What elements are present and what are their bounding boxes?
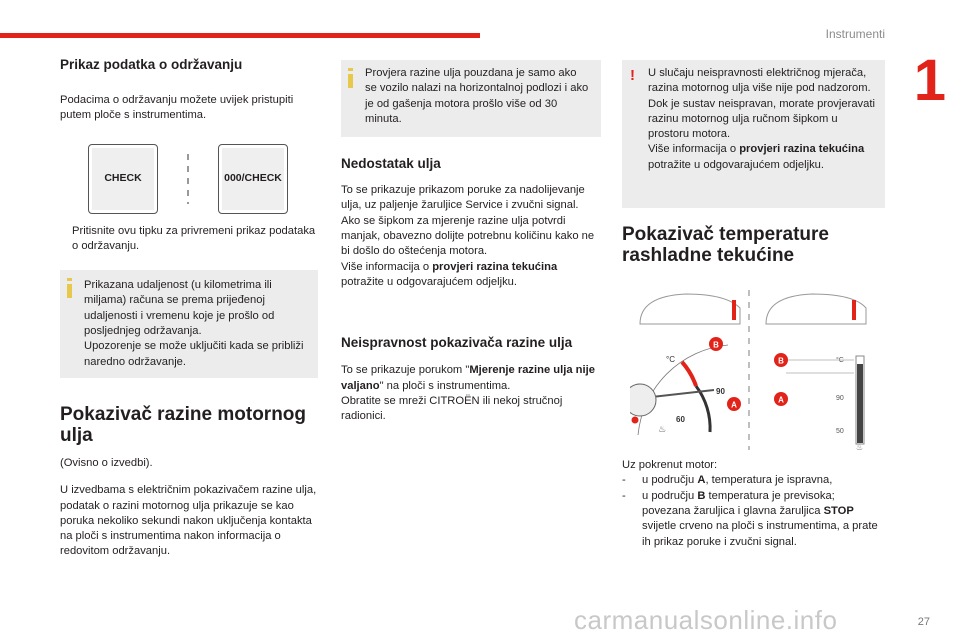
coolant-zone-list [622, 473, 885, 549]
press-button-text: Pritisnite ovu tipku za privremeni prikaz podataka o održavanju. [72, 224, 316, 252]
dial-label-60: 60 [676, 415, 685, 425]
coolant-temp-heading: Pokazivač temperature rashladne tekućine [622, 224, 829, 267]
cluster-outline-right [766, 294, 866, 324]
info-distance-text: Prikazana udaljenost (u kilometrima ili miljama) računa se prema prijeđenoj udaljenosti i vremenu koje je prošlo od posljednjeg održavanja. [84, 279, 275, 338]
bar-label-90: 90 [836, 395, 844, 403]
zone-b-label: B [713, 340, 719, 350]
warning-icon: ! [630, 67, 635, 84]
info-icon [67, 278, 72, 298]
press-button-instruction [60, 224, 318, 255]
bar-label-50: 50 [836, 428, 844, 436]
column-1 [60, 56, 318, 560]
oil-lack-text-1: To se prikazuje prikazom poruke za nadolijevanje ulja, uz paljenje žaruljice Service i zvučni signal. [341, 184, 585, 212]
warning-led [632, 417, 639, 424]
oil-gauge-warning-box [622, 60, 885, 208]
dial-normal-zone [696, 386, 710, 432]
header-accent-bar [0, 33, 480, 38]
dial-hot-zone [682, 362, 696, 386]
bar-zone-a-label: A [778, 395, 784, 405]
warning-text-3: Više informacija o provjeri razina tekućina potražite u odgovarajućem odjeljku. [648, 143, 865, 171]
warning-text-1: U slučaju neispravnosti električnog mjerača, razina motornog ulja više nije pod nadzorom. [648, 67, 871, 95]
page-number: 27 [917, 616, 930, 628]
oil-lack-text-3: Više informacija o provjeri razina tekućina potražite u odgovarajućem odjeljku. [341, 260, 558, 288]
oil-gauge-fault-text-2: Obratite se mreži CITROËN ili nekoj stručnoj radionici. [341, 394, 563, 423]
list-item-zone-a: - u području A, temperatura je ispravna, [622, 474, 833, 487]
coolant-gauge-illustration [630, 290, 880, 450]
illustration-divider [187, 154, 189, 204]
info-warning-text: Upozorenje se može uključiti kada se približi naredno održavanje. [84, 340, 304, 368]
oil-lack-heading: Nedostatak ulja [341, 156, 441, 172]
list-item-zone-b: - u području B temperatura je previsoka; povezana žaruljica i glavna žaruljica STOP svijetle crveno na ploči s instrumentima, a prate ih prikaz poruke i zvučni signal. [622, 489, 878, 548]
watermark: carmanualsonline.info [574, 605, 838, 635]
dial-hub [630, 384, 656, 416]
oil-variant-note: (Ovisno o izvedbi). [60, 456, 153, 469]
bar-gauge-fill [857, 364, 863, 443]
right-cluster-red-mark [852, 300, 856, 320]
info-icon [348, 68, 353, 88]
oil-level-text: U izvedbama s električnim pokazivačem razine ulja, podatak o razini motornog ulja prikazuje se kao poruka nekoliko sekundi nakon uključenja kontakta na ploči s instrumentima nakon informacija o redovitom održavanju. [60, 484, 317, 558]
engine-on-text: Uz pokrenut motor: [622, 459, 718, 472]
column-3 [622, 60, 885, 550]
column-2 [341, 60, 601, 424]
dial-unit-label: °C [666, 355, 675, 365]
zone-a-label: A [731, 400, 737, 410]
oil-check-info-text: Provjera razine ulja pouzdana je samo ako se vozilo nalazi na horizontalnoj podlozi i ako je od gašenja motora prošlo više od 30 minuta. [365, 67, 589, 125]
left-cluster-red-mark [732, 300, 736, 320]
dial-label-90: 90 [716, 387, 725, 397]
oil-level-heading: Pokazivač razine motornog ulja [60, 403, 307, 446]
check-button: CHECK [88, 144, 158, 214]
maintenance-heading: Prikaz podatka o održavanju [60, 57, 243, 72]
cluster-outline-left [640, 294, 740, 324]
oil-gauge-fault-heading: Neispravnost pokazivača razine ulja [341, 335, 573, 351]
coolant-symbol-icon: ♨ [658, 425, 667, 436]
oil-check-info-box [341, 60, 601, 137]
trip-check-button: 000/CHECK [218, 144, 288, 214]
button-illustration [88, 144, 318, 216]
oil-lack-text-2: Ako se šipkom za mjerenje razine ulja potvrdi manjak, obavezno dolijte potrebnu količinu kako ne bi došlo do oštećenja motora. [341, 214, 595, 258]
chapter-number: 1 [913, 48, 946, 113]
section-title: Instrumenti [825, 27, 885, 41]
bar-zone-b-label: B [778, 356, 784, 366]
maintenance-intro: Podacima o održavanju možete uvijek pristupiti putem ploče s instrumentima. [60, 94, 294, 122]
bar-coolant-icon: ♨ [856, 443, 864, 451]
oil-gauge-fault-text-1: To se prikazuje porukom "Mjerenje razine ulja nije valjano" na ploči s instrumentima. [341, 364, 595, 392]
warning-text-2: Dok je sustav neispravan, morate provjeravati razinu motornog ulja ručnom šipkom u prostoru motora. [648, 97, 875, 141]
bar-unit-label: °C [836, 357, 844, 365]
maintenance-info-box [60, 270, 318, 378]
